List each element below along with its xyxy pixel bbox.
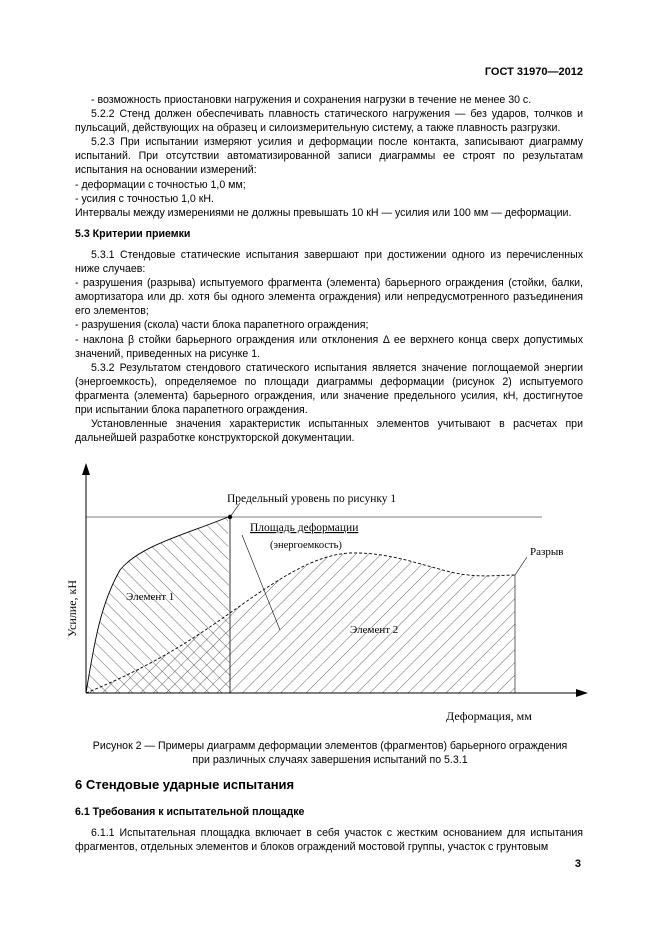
limit-label: Предельный уровень по рисунку 1: [227, 493, 397, 505]
section-heading: 5.3 Критерии приемки: [75, 227, 191, 240]
paragraph: 6.1.1 Испытательная площадка включает в себя участок с жестким основанием для испытания фрагментов, отдельных элементов и блоков ограждений мостовой группы, участок с грунтовым: [75, 827, 583, 854]
paragraph: - разрушения (разрыва) испытуемого фрагмента (элемента) барьерного ограждения (стойки, балки, амортизатора или др. хотя бы одного элемента ограждения) или непредусмотренного разъединения его элементов;: [75, 277, 583, 318]
paragraph: - возможность приостановки нагружения и сохранения нагрузки в течение не менее 30 с.: [91, 94, 532, 106]
paragraph: 5.3.2 Результатом стендового статического испытания является значение поглощаемой энергии (энергоемкость), определяемое по площади диаграммы деформации (рисунок 2) испытуемого фрагмента (элемента) барьерного ограждения, или значение предельного усилия, кН, достигнутое при испытании блока парапетного ограждения.: [75, 361, 583, 416]
section-title: 6 Стендовые ударные испытания: [75, 777, 295, 792]
break-label: Разрыв: [530, 546, 564, 558]
element2-label: Элемент 2: [350, 624, 399, 636]
caption-line: Рисунок 2 — Примеры диаграмм деформации элементов (фрагментов) барьерного ограждения: [92, 740, 568, 752]
paragraph: Интервалы между измерениями не должны превышать 10 кН — усилия или 100 мм — деформации.: [75, 206, 572, 219]
body-text-bottom: [75, 826, 583, 854]
x-axis-label: Деформация, мм: [446, 709, 532, 723]
element1-label: Элемент 1: [126, 591, 175, 603]
y-axis-label: Усилие, кН: [65, 579, 79, 637]
paragraph: Установленные значения характеристик испытанных элементов учитывают в расчетах при дальнейшей разработке конструкторской документации.: [75, 418, 583, 445]
caption-line: при различных случаях завершения испытаний по 5.3.1: [192, 753, 468, 766]
area-sublabel: (энергоемкость): [270, 540, 342, 551]
subsection-title: 6.1 Требования к испытательной площадке: [75, 806, 305, 818]
paragraph: 5.3.1 Стендовые статические испытания завершают при достижении одного из перечисленных ниже случаев:: [75, 248, 583, 276]
deformation-diagram: [60, 455, 600, 735]
paragraph: - деформации с точностью 1,0 мм;: [75, 178, 246, 191]
paragraph: - разрушения (скола) части блока парапетного ограждения;: [75, 319, 369, 332]
figure-caption: [60, 740, 600, 767]
body-text-top: [75, 93, 583, 445]
paragraph: 5.2.3 При испытании измеряют усилия и деформации после контакта, записывают диаграмму испытаний. При отсутствии автоматизированной записи диаграммы ее строят по результатам испытания на основании измерений:: [75, 136, 583, 177]
standard-number: ГОСТ 31970—2012: [484, 66, 583, 78]
paragraph: 5.2.2 Стенд должен обеспечивать плавность статического нагружения — без ударов, толчков и пульсаций, действующих на образец и силоизмерительную систему, а также плавность разгрузки.: [75, 108, 583, 135]
paragraph: - усилия с точностью 1,0 кН.: [75, 192, 214, 205]
paragraph: - наклона β стойки барьерного ограждения или отклонения Δ ее верхнего конца сверх допустимых значений, приведенных на рисунке 1.: [75, 333, 583, 360]
area-label: Площадь деформации: [250, 522, 359, 534]
page-number: 3: [574, 858, 581, 870]
